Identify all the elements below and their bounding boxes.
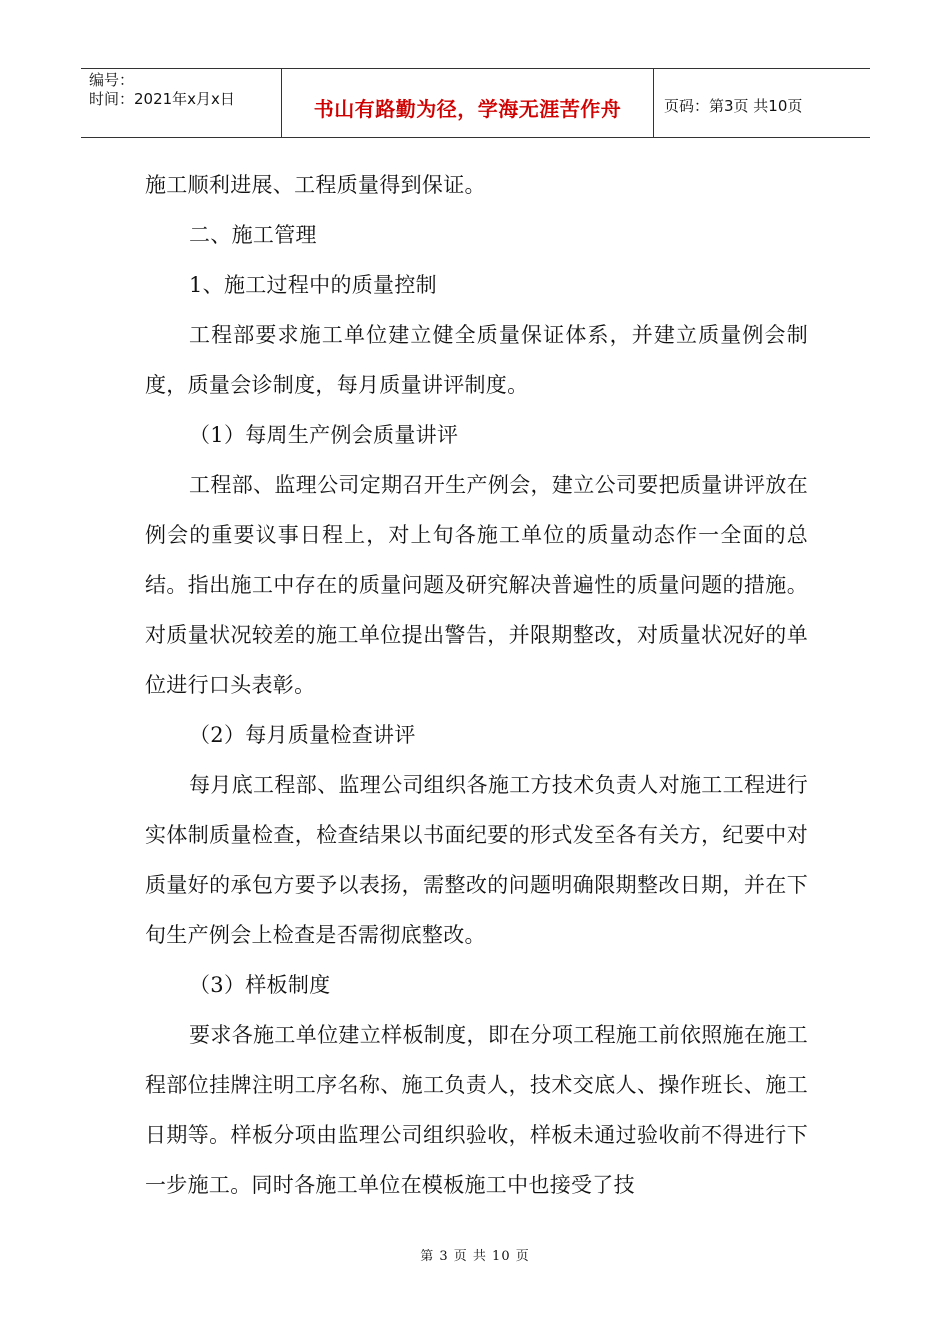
header-meta [81, 69, 282, 137]
header-page-info: 页码：第3页 共10页 [664, 96, 803, 115]
paragraph: 工程部要求施工单位建立健全质量保证体系，并建立质量例会制度，质量会诊制度，每月质量讲评制度。 [145, 323, 808, 397]
document-body [145, 160, 808, 1210]
paragraph: 要求各施工单位建立样板制度，即在分项工程施工前依照施在施工程部位挂牌注明工序名称、施工负责人，技术交底人、操作班长、施工日期等。样板分项由监理公司组织验收，样板未通过验收前不得进行下一步施工。同时各施工单位在模板施工中也接受了技 [145, 1023, 808, 1197]
paragraph: 每月底工程部、监理公司组织各施工方技术负责人对施工工程进行实体制质量检查，检查结果以书面纪要的形式发至各有关方，纪要中对质量好的承包方要予以表扬，需整改的问题明确限期整改日期，并在下旬生产例会上检查是否需彻底整改。 [145, 773, 808, 947]
header-page-info-cell [654, 69, 870, 137]
item-heading: （3）样板制度 [189, 973, 331, 997]
section-heading: 二、施工管理 [189, 223, 317, 247]
header-motto: 书山有路勤为径，学海无涯苦作舟 [313, 96, 622, 121]
paragraph: 施工顺利进展、工程质量得到保证。 [145, 173, 486, 197]
subsection-heading: 1、施工过程中的质量控制 [189, 273, 437, 297]
page-footer: 第 3 页 共 10 页 [420, 1249, 530, 1264]
document-number-label: 编号： [89, 71, 135, 89]
page-header [81, 68, 870, 138]
paragraph: 工程部、监理公司定期召开生产例会，建立公司要把质量讲评放在例会的重要议事日程上，对上旬各施工单位的质量动态作一全面的总结。指出施工中存在的质量问题及研究解决普遍性的质量问题的措施。对质量状况较差的施工单位提出警告，并限期整改，对质量状况好的单位进行口头表彰。 [145, 473, 808, 697]
item-heading: （1）每周生产例会质量讲评 [189, 423, 459, 447]
header-motto-cell [282, 69, 654, 137]
item-heading: （2）每月质量检查讲评 [189, 723, 416, 747]
document-time-label: 时间：2021年x月x日 [89, 90, 235, 108]
